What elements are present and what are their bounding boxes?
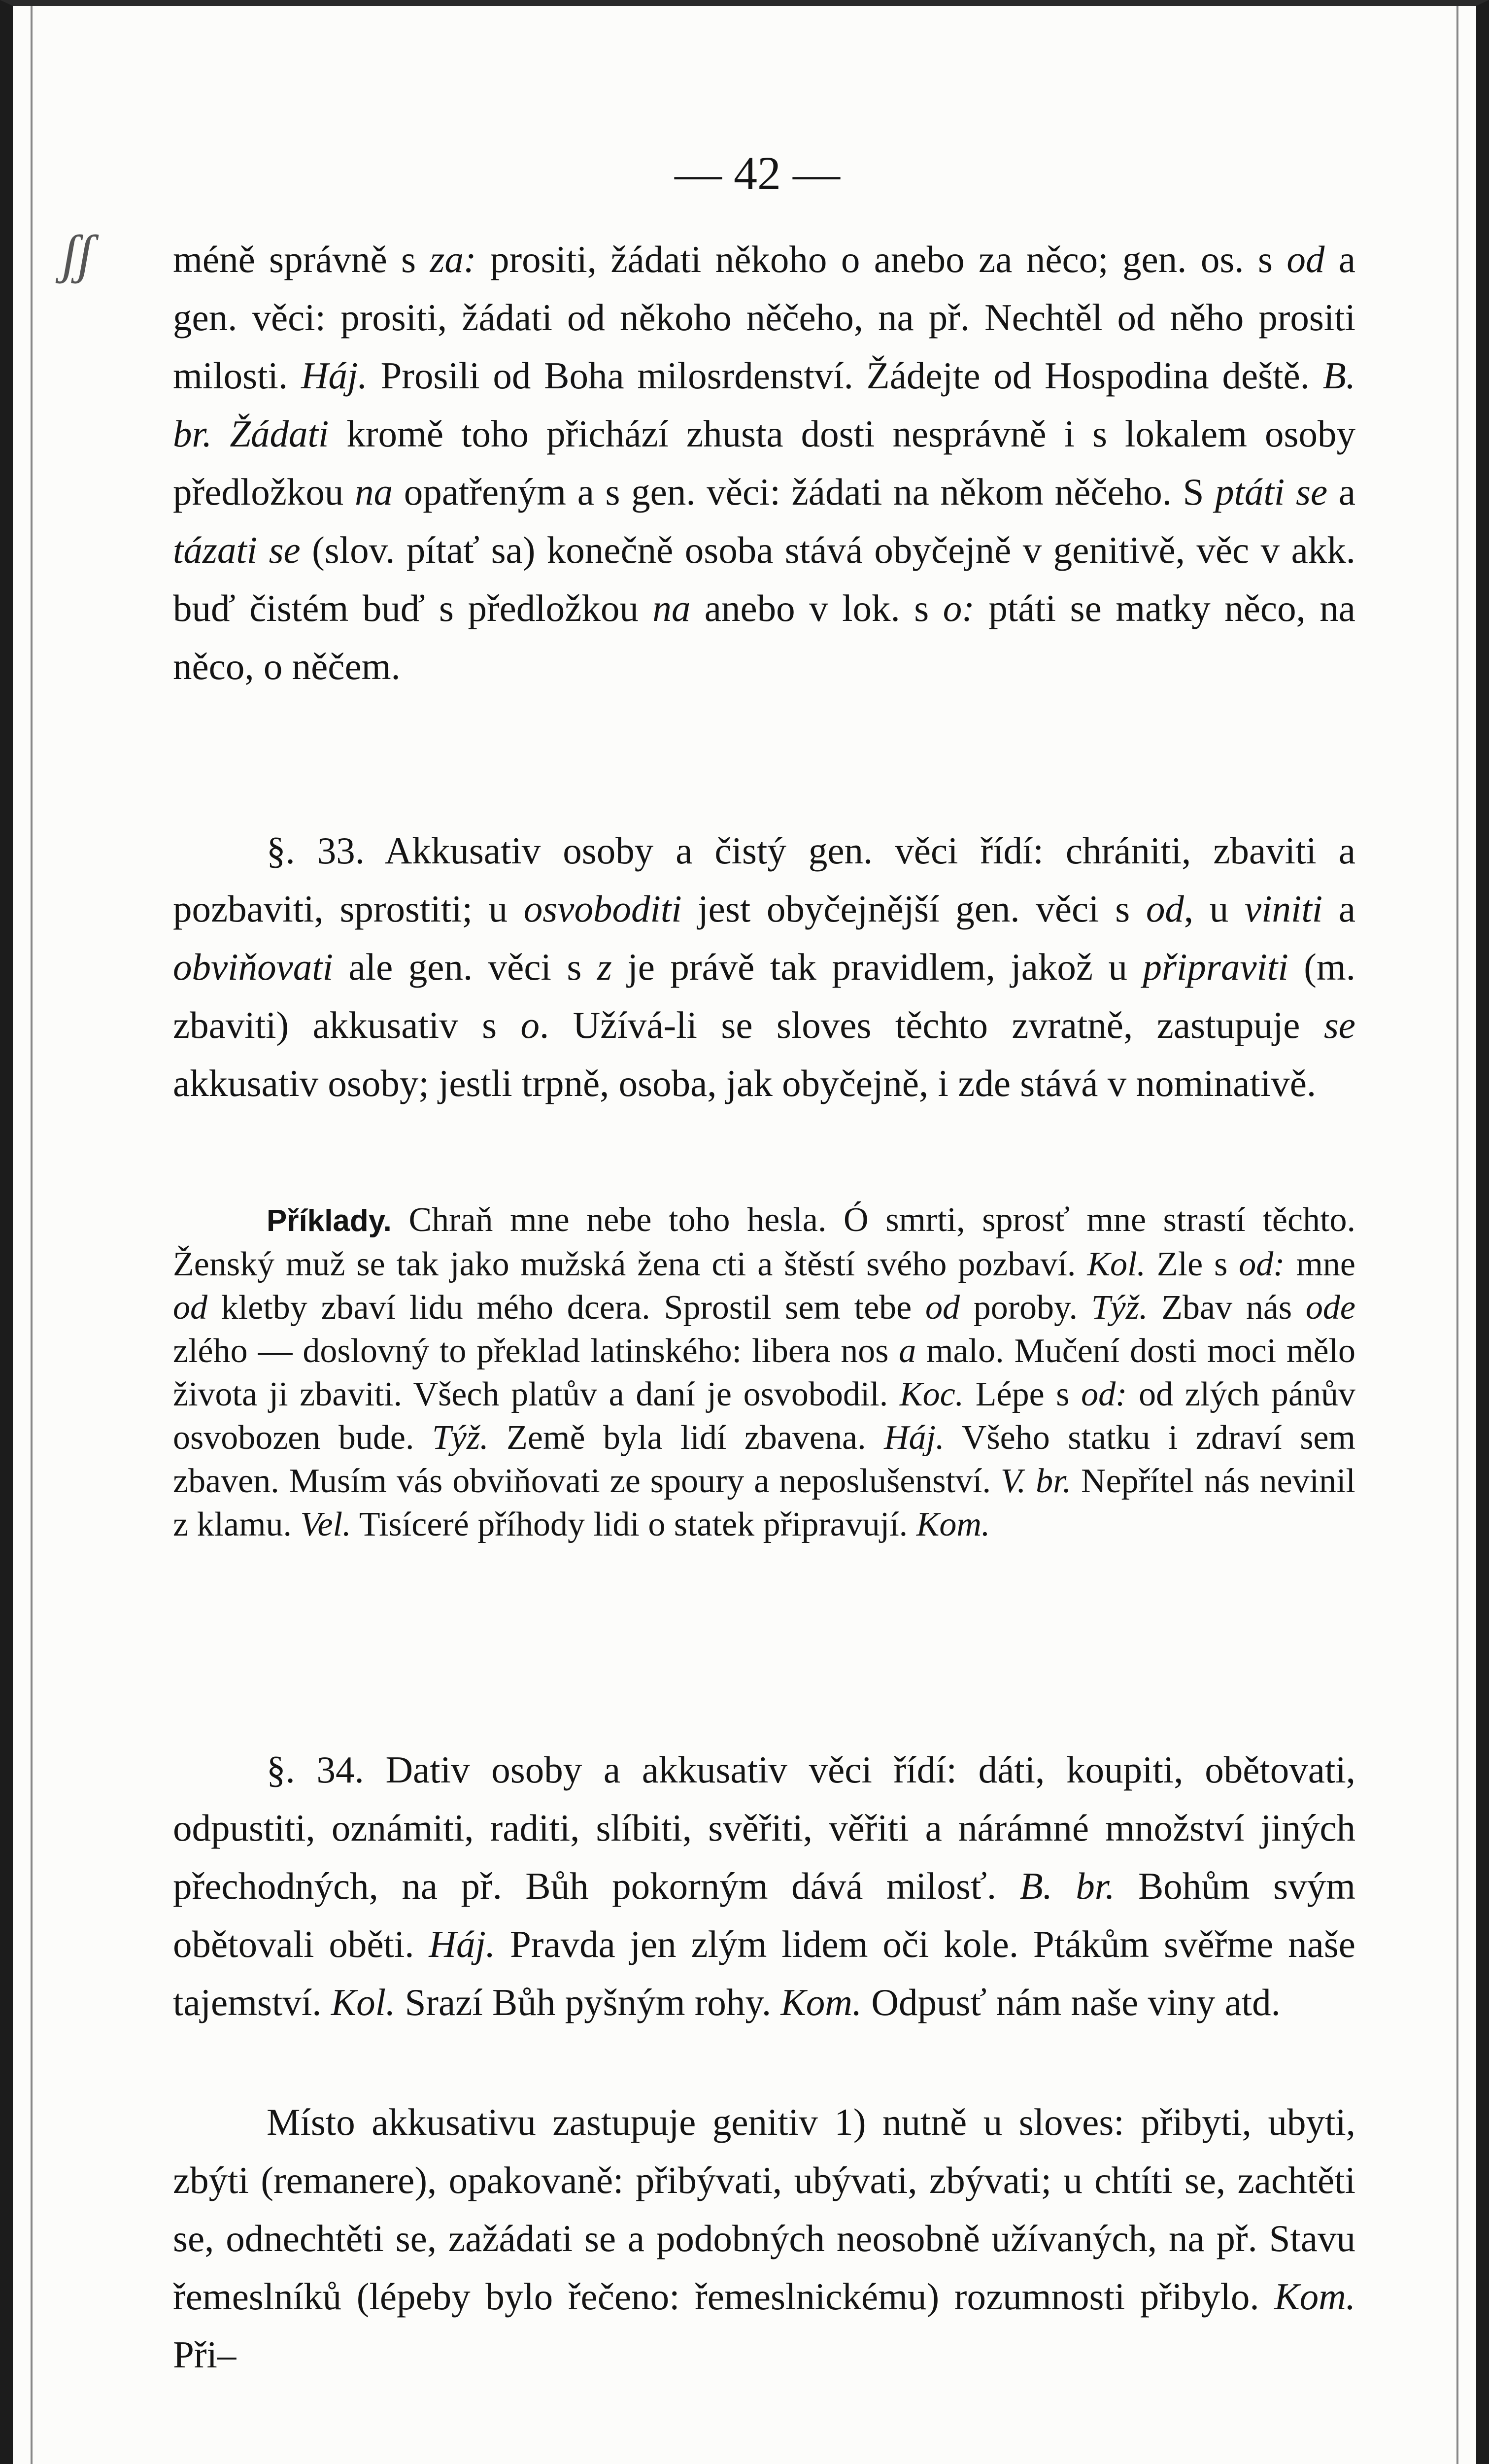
paragraph-4-text — [173, 2093, 1355, 2384]
page-number: — 42 — — [675, 147, 840, 200]
examples-label: Příklady. — [267, 1204, 392, 1238]
text-run: Srazí Bůh pyšným rohy. — [395, 1981, 781, 2023]
text-run: Země byla lidí zbavena. — [488, 1419, 884, 1457]
italic-run: od: — [1081, 1375, 1127, 1413]
text-run: prositi, žádati někoho o anebo za něco; gen. os. s — [476, 238, 1287, 280]
examples-text — [173, 1198, 1355, 1546]
text-run: Lépe s — [964, 1375, 1082, 1413]
text-run: . Užívá-li se sloves těchto zvratně, zastupuje — [540, 1004, 1324, 1046]
italic-run: za: — [430, 238, 476, 280]
text-run: kletby zbaví lidu mého dcera. Sprostil sem tebe — [207, 1289, 925, 1327]
italic-run: Háj. — [301, 354, 368, 397]
examples-block — [173, 1198, 1355, 1546]
text-run: kromě toho přichází zhusta dosti nesprávně i s lokalem osoby předložkou — [173, 412, 1355, 513]
italic-run: Kol. — [1087, 1245, 1146, 1283]
italic-run: na — [652, 587, 691, 629]
italic-run: Žádati — [230, 412, 329, 455]
margin-annotation: ʃʃ — [62, 224, 94, 284]
italic-run: o — [520, 1004, 540, 1046]
italic-run: Háj. — [429, 1923, 496, 1965]
paragraph-2-text — [173, 821, 1355, 1112]
italic-run: Háj. — [884, 1419, 945, 1457]
text-run: §. 34. Dativ osoby a akkusativ věci řídí: dáti, koupiti, obětovati, odpustiti, oznámiti, raditi, slíbiti, svěřiti, věřiti a nárámné množství jiných přechodných, na př. Bůh pokorným dává milosť. — [173, 1748, 1355, 1907]
text-run: Všeho statku i zdraví sem zbaven. Musím vás obviňovati ze spoury a neposlušenství. — [173, 1419, 1355, 1500]
italic-run: ode — [1305, 1289, 1355, 1327]
italic-run: tázati se — [173, 529, 301, 571]
paragraph-2-section-33 — [173, 821, 1355, 1112]
italic-run: viniti — [1244, 888, 1323, 930]
text-run: od zlých pánův osvobozen bude. — [173, 1375, 1356, 1457]
text-run: malo. Mučení dosti moci mělo života ji zbaviti. Všech platův a daní je osvobodil. — [173, 1332, 1355, 1413]
text-run: Zle s — [1145, 1245, 1239, 1283]
text-run: Tisíceré příhody lidi o statek připravují. — [351, 1506, 916, 1543]
text-run — [212, 412, 230, 455]
paragraph-3-text — [173, 1741, 1355, 2031]
text-run: Nepřítel nás nevinil z klamu. — [173, 1462, 1356, 1543]
italic-run: od — [173, 1289, 207, 1327]
paragraph-1-text — [173, 230, 1355, 695]
italic-run: o: — [943, 587, 975, 629]
text-run: (m. zbaviti) akkusativ s — [173, 946, 1355, 1046]
text-run: Prosili od Boha milosrdenství. Žádejte od Hospodina deště. — [367, 354, 1323, 397]
text-run: Místo akkusativu zastupuje genitiv 1) nutně u sloves: přibyti, ubyti, zbýti (remanere), opakovaně: přibývati, ubývati, zbývati; u chtíti se, zachtěti se, odnechtěti se, zažádati se a podobných neosobně užívaných, na př. Stavu řemeslníků (lépeby bylo řečeno: řemeslnickému) rozumnosti přibylo. — [173, 2101, 1355, 2318]
text-run: ale gen. věci s — [333, 946, 597, 988]
text-run: Zbav nás — [1148, 1289, 1306, 1327]
text-run: Pravda jen zlým lidem oči kole. Ptákům svěřme naše tajemství. — [173, 1923, 1355, 2023]
italic-run: na — [355, 471, 393, 513]
text-run: Při– — [173, 2333, 237, 2376]
text-run: Odpusť nám naše viny atd. — [862, 1981, 1281, 2023]
italic-run: obviňovati — [173, 946, 334, 988]
text-run: §. 33. Akkusativ osoby a čistý gen. věci řídí: chrániti, zbaviti a pozbaviti, sprostiti; u — [173, 829, 1355, 930]
italic-run: od: — [1239, 1245, 1285, 1283]
text-run: , u — [1184, 888, 1245, 930]
right-edge-rule — [1456, 6, 1458, 2464]
italic-run: B. br. — [1019, 1865, 1115, 1907]
text-run: opatřeným a s gen. věci: žádati na někom něčeho. S — [393, 471, 1216, 513]
italic-run: od — [925, 1289, 960, 1327]
text-run: Bohům svým obětovali oběti. — [173, 1865, 1355, 1965]
text-run: a — [1322, 888, 1355, 930]
text-run: je právě tak pravidlem, jakož u — [611, 946, 1143, 988]
text-run: a gen. věci: prositi, žádati od někoho něčeho, na př. Nechtěl od něho prositi milosti. — [173, 238, 1355, 397]
italic-run: Kom. — [780, 1981, 862, 2023]
text-run: méně správně s — [173, 238, 430, 280]
italic-run: se — [1323, 1004, 1355, 1046]
italic-run: Týž. — [432, 1419, 489, 1457]
italic-run: Kol. — [331, 1981, 396, 2023]
italic-run: osvoboditi — [523, 888, 682, 930]
text-run: ptáti se matky něco, na něco, o něčem. — [173, 587, 1355, 687]
italic-run: od — [1286, 238, 1325, 280]
paragraph-3-section-34 — [173, 1741, 1355, 2031]
italic-run: B. br. — [173, 354, 1355, 455]
text-run: akkusativ osoby; jestli trpně, osoba, jak obyčejně, i zde stává v nominativě. — [173, 1062, 1317, 1104]
italic-run: z — [597, 946, 612, 988]
italic-run: ptáti se — [1215, 471, 1328, 513]
italic-run: a — [899, 1332, 916, 1370]
text-run: zlého — doslovný to překlad latinského: libera nos — [173, 1332, 899, 1370]
text-run: mne — [1285, 1245, 1355, 1283]
italic-run: připraviti — [1143, 946, 1288, 988]
text-run: a — [1327, 471, 1355, 513]
italic-run: Koc. — [899, 1375, 964, 1413]
italic-run: Týž. — [1091, 1289, 1148, 1327]
text-run: (slov. pítať sa) konečně osoba stává obyčejně v genitivě, věc v akk. buď čistém buď s předložkou — [173, 529, 1355, 629]
paragraph-4 — [173, 2093, 1355, 2384]
left-edge-rule — [31, 6, 33, 2464]
italic-run: od — [1146, 888, 1184, 930]
italic-run: Kom. — [916, 1506, 990, 1543]
italic-run: V. br. — [1000, 1462, 1072, 1500]
text-run: jest obyčejnější gen. věci s — [681, 888, 1146, 930]
text-run: poroby. — [959, 1289, 1091, 1327]
text-run: Chraň mne nebe toho hesla. Ó smrti, sprosť mne strastí těchto. Ženský muž se tak jako mužská žena cti a štěstí svého pozbaví. — [173, 1201, 1355, 1283]
italic-run: Kom. — [1274, 2275, 1355, 2318]
paragraph-1 — [173, 230, 1355, 695]
italic-run: Vel. — [300, 1506, 351, 1543]
text-run: anebo v lok. s — [690, 587, 943, 629]
